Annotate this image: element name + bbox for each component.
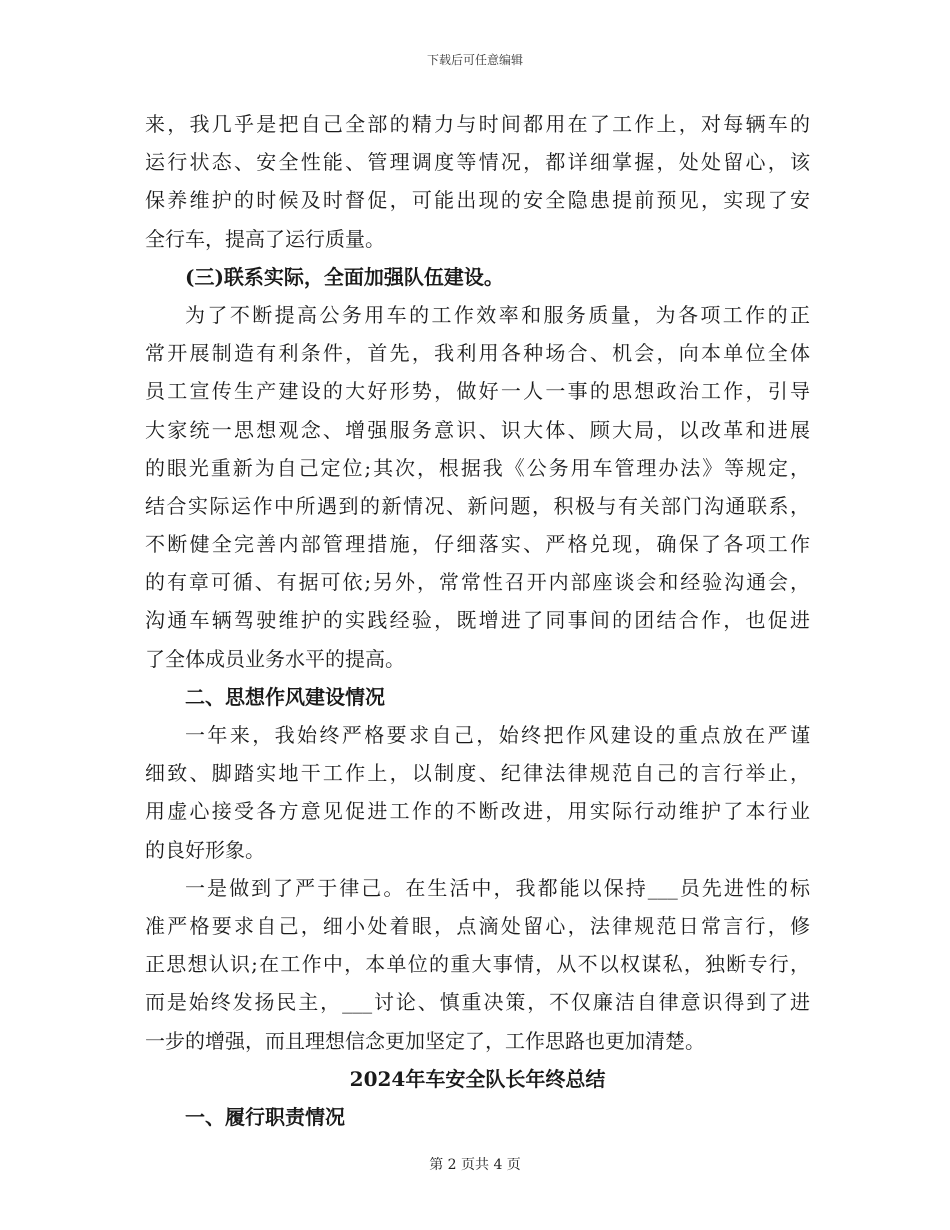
body-line: 的良好形象。: [145, 837, 265, 862]
body-line: 用虚心接受各方意见促进工作的不断改进，用实际行动维护了本行业: [145, 799, 810, 824]
body-line: 一年来，我始终严格要求自己，始终把作风建设的重点放在严谨: [185, 723, 810, 747]
body-line: 大家统一思想观念、增强服务意识、识大体、顾大局，以改革和进展: [145, 417, 810, 442]
body-line: 准严格要求自己，细小处着眼，点滴处留心，法律规范日常言行，修: [145, 913, 810, 938]
body-line: 的眼光重新为自己定位;其次，根据我《公务用车管理办法》等规定，: [145, 455, 810, 480]
body-line: 细致、脚踏实地干工作上，以制度、纪律法律规范自己的言行举止，: [145, 761, 810, 786]
body-line: 了全体成员业务水平的提高。: [145, 646, 405, 671]
document-body: [145, 105, 810, 1136]
section-heading: (三)联系实际，全面加强队伍建设。: [185, 264, 504, 289]
body-line: 保养维护的时候及时督促，可能出现的安全隐患提前预见，实现了安: [145, 188, 810, 213]
body-line: 全行车，提高了运行质量。: [145, 226, 385, 251]
page-footer: 第 2 页共 4 页: [429, 1157, 521, 1173]
body-line: 一是做到了严于律己。在生活中，我都能以保持___员先进性的标: [185, 875, 810, 900]
body-line: 正思想认识;在工作中，本单位的重大事情，从不以权谋私，独断专行，: [145, 952, 810, 977]
body-line: 结合实际运作中所遇到的新情况、新问题，积极与有关部门沟通联系，: [145, 493, 810, 518]
body-line: 常开展制造有利条件，首先，我利用各种场合、机会，向本单位全体: [145, 341, 810, 366]
page-header: 下载后可任意编辑: [426, 53, 523, 67]
body-line: 来，我几乎是把自己全部的精力与时间都用在了工作上，对每辆车的: [145, 112, 810, 136]
section-heading: 一、履行职责情况: [185, 1104, 345, 1129]
body-line: 不断健全完善内部管理措施，仔细落实、严格兑现，确保了各项工作: [145, 532, 810, 557]
section-heading: 二、思想作风建设情况: [185, 684, 385, 709]
body-line: 为了不断提高公务用车的工作效率和服务质量，为各项工作的正: [185, 302, 810, 327]
body-line: 员工宣传生产建设的大好形势，做好一人一事的思想政治工作，引导: [145, 379, 810, 404]
body-line: 的有章可循、有据可依;另外，常常性召开内部座谈会和经验沟通会，: [145, 570, 810, 595]
body-line: 一步的增强，而且理想信念更加坚定了，工作思路也更加清楚。: [145, 1028, 705, 1053]
body-line: 沟通车辆驾驶维护的实践经验，既增进了同事间的团结合作，也促进: [145, 608, 810, 633]
body-line: 而是始终发扬民主，___讨论、慎重决策，不仅廉洁自律意识得到了进: [145, 990, 810, 1015]
body-line: 运行状态、安全性能、管理调度等情况，都详细掌握，处处留心，该: [145, 150, 810, 175]
document-title: 2024年车安全队长年终总结: [349, 1066, 606, 1091]
